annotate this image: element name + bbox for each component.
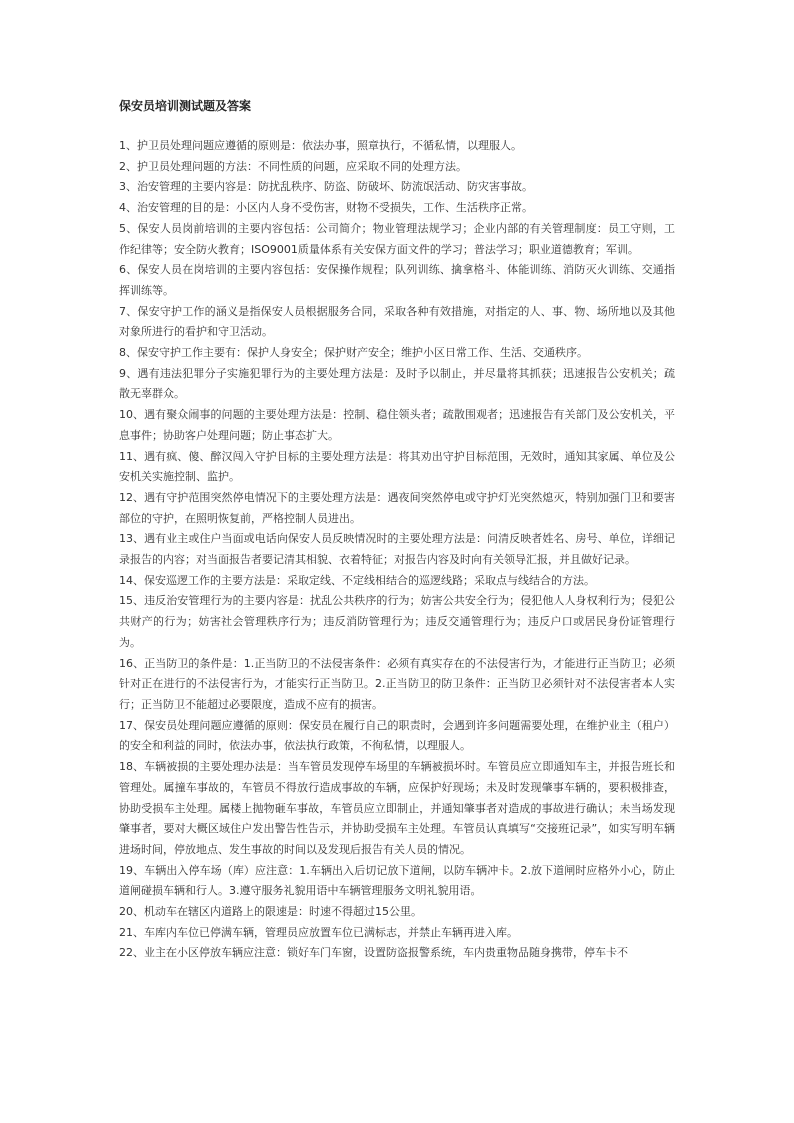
list-item: 12、遇有守护范围突然停电情况下的主要处理方法是：遇夜间突然停电或守护灯光突然熄灭，特别加强门卫和要害部位的守护，在照明恢复前，严格控制人员进出。 xyxy=(119,490,675,525)
list-item: 19、车辆出入停车场（库）应注意：1.车辆出入后切记放下道闸，以防车辆冲卡。2.放下道闸时应格外小心，防止道闸碰损车辆和行人。3.遵守服务礼貌用语中车辆管理服务文明礼貌用语。 xyxy=(119,863,675,898)
list-item: 6、保安人员在岗培训的主要内容包括：安保操作规程；队列训练、擒拿格斗、体能训练、消防灭火训练、交通指挥训练等。 xyxy=(119,263,675,297)
list-item: 8、保安守护工作主要有：保护人身安全；保护财产安全；维护小区日常工作、生活、交通秩序。 xyxy=(119,346,588,360)
document-body xyxy=(119,97,675,964)
list-item: 3、治安管理的主要内容是：防扰乱秩序、防盗、防破坏、防流氓活动、防灾害事故。 xyxy=(119,180,533,194)
list-item: 13、遇有业主或住户当面或电话向保安人员反映情况时的主要处理方法是：问清反映者姓名、房号、单位，详细记录报告的内容；对当面报告者要记清其相貌、衣着特征；对报告内容及时向有关领导汇报，并且做好记录。 xyxy=(119,532,675,567)
list-item: 4、治安管理的目的是：小区内人身不受伤害，财物不受损失，工作、生活秩序正常。 xyxy=(119,201,533,215)
list-item: 21、车库内车位已停满车辆，管理员应放置车位已满标志，并禁止车辆再进入库。 xyxy=(119,925,518,939)
list-item: 11、遇有疯、傻、醉汉闯入守护目标的主要处理方法是：将其劝出守护目标范围，无效时，通知其家属、单位及公安机关实施控制、监护。 xyxy=(119,449,675,484)
list-item: 5、保安人员岗前培训的主要内容包括：公司简介；物业管理法规学习；企业内部的有关管理制度：员工守则，工作纪律等；安全防火教育；ISO9001质量体系有关安保方面文件的学习；普法学习；职业道德教育；军训。 xyxy=(119,221,675,256)
list-item: 9、遇有违法犯罪分子实施犯罪行为的主要处理方法是：及时予以制止，并尽量将其抓获；迅速报告公安机关；疏散无辜群众。 xyxy=(119,366,675,401)
qa-list xyxy=(119,136,675,964)
list-item: 16、正当防卫的条件是：1.正当防卫的不法侵害条件：必须有真实存在的不法侵害行为，才能进行正当防卫；必须针对正在进行的不法侵害行为，才能实行正当防卫。2.正当防卫的防卫条件：正当防卫必须针对不法侵害者本人实行；正当防卫不能超过必要限度，造成不应有的损害。 xyxy=(119,656,675,711)
list-item: 14、保安巡逻工作的主要方法是：采取定线、不定线相结合的巡逻线路；采取点与线结合的方法。 xyxy=(119,573,595,587)
list-item: 22、业主在小区停放车辆应注意：锁好车门车窗，设置防盗报警系统，车内贵重物品随身携带，停车卡不 xyxy=(119,946,628,960)
list-item: 10、遇有聚众闹事的问题的主要处理方法是：控制、稳住领头者；疏散围观者；迅速报告有关部门及公安机关，平息事件；协助客户处理问题；防止事态扩大。 xyxy=(119,408,675,442)
list-item: 1、护卫员处理问题应遵循的原则是：依法办事，照章执行，不循私情，以理服人。 xyxy=(119,139,522,152)
list-item: 15、违反治安管理行为的主要内容是：扰乱公共秩序的行为；妨害公共安全行为；侵犯他人人身权利行为；侵犯公共财产的行为；妨害社会管理秩序行为；违反消防管理行为；违反交通管理行为；违反户口或居民身份证管理行为。 xyxy=(119,594,675,649)
list-item: 2、护卫员处理问题的方法：不同性质的问题，应采取不同的处理方法。 xyxy=(119,159,467,173)
list-item: 17、保安员处理问题应遵循的原则：保安员在履行自己的职责时，会遇到许多问题需要处理，在维护业主（租户）的安全和利益的同时，依法办事，依法执行政策，不徇私情，以理服人。 xyxy=(119,718,675,753)
document-title: 保安员培训测试题及答案 xyxy=(119,99,252,113)
list-item: 18、车辆被损的主要处理办法是：当车管员发现停车场里的车辆被损坏时。车管员应立即通知车主，并报告班长和管理处。属撞车事故的，车管员不得放行造成事故的车辆，应保护好现场；未及时发现肇事车辆的，要积极排查，协助受损车主处理。属楼上抛物砸车事故，车管员应立即制止，并通知肇事者对造成的事故进行确认；未当场发现肇事者，要对大概区域住户发出警告性告示，并协助受损车主处理。车管员认真填写“交接班记录”，如实写明车辆进场时间，停放地点、发生事故的时间以及发现后报告有关人员的情况。 xyxy=(119,760,675,856)
list-item: 20、机动车在辖区内道路上的限速是：时速不得超过15公里。 xyxy=(119,905,422,919)
list-item: 7、保安守护工作的涵义是指保安人员根据服务合同，采取各种有效措施，对指定的人、事、物、场所地以及其他对象所进行的看护和守卫活动。 xyxy=(119,304,675,339)
